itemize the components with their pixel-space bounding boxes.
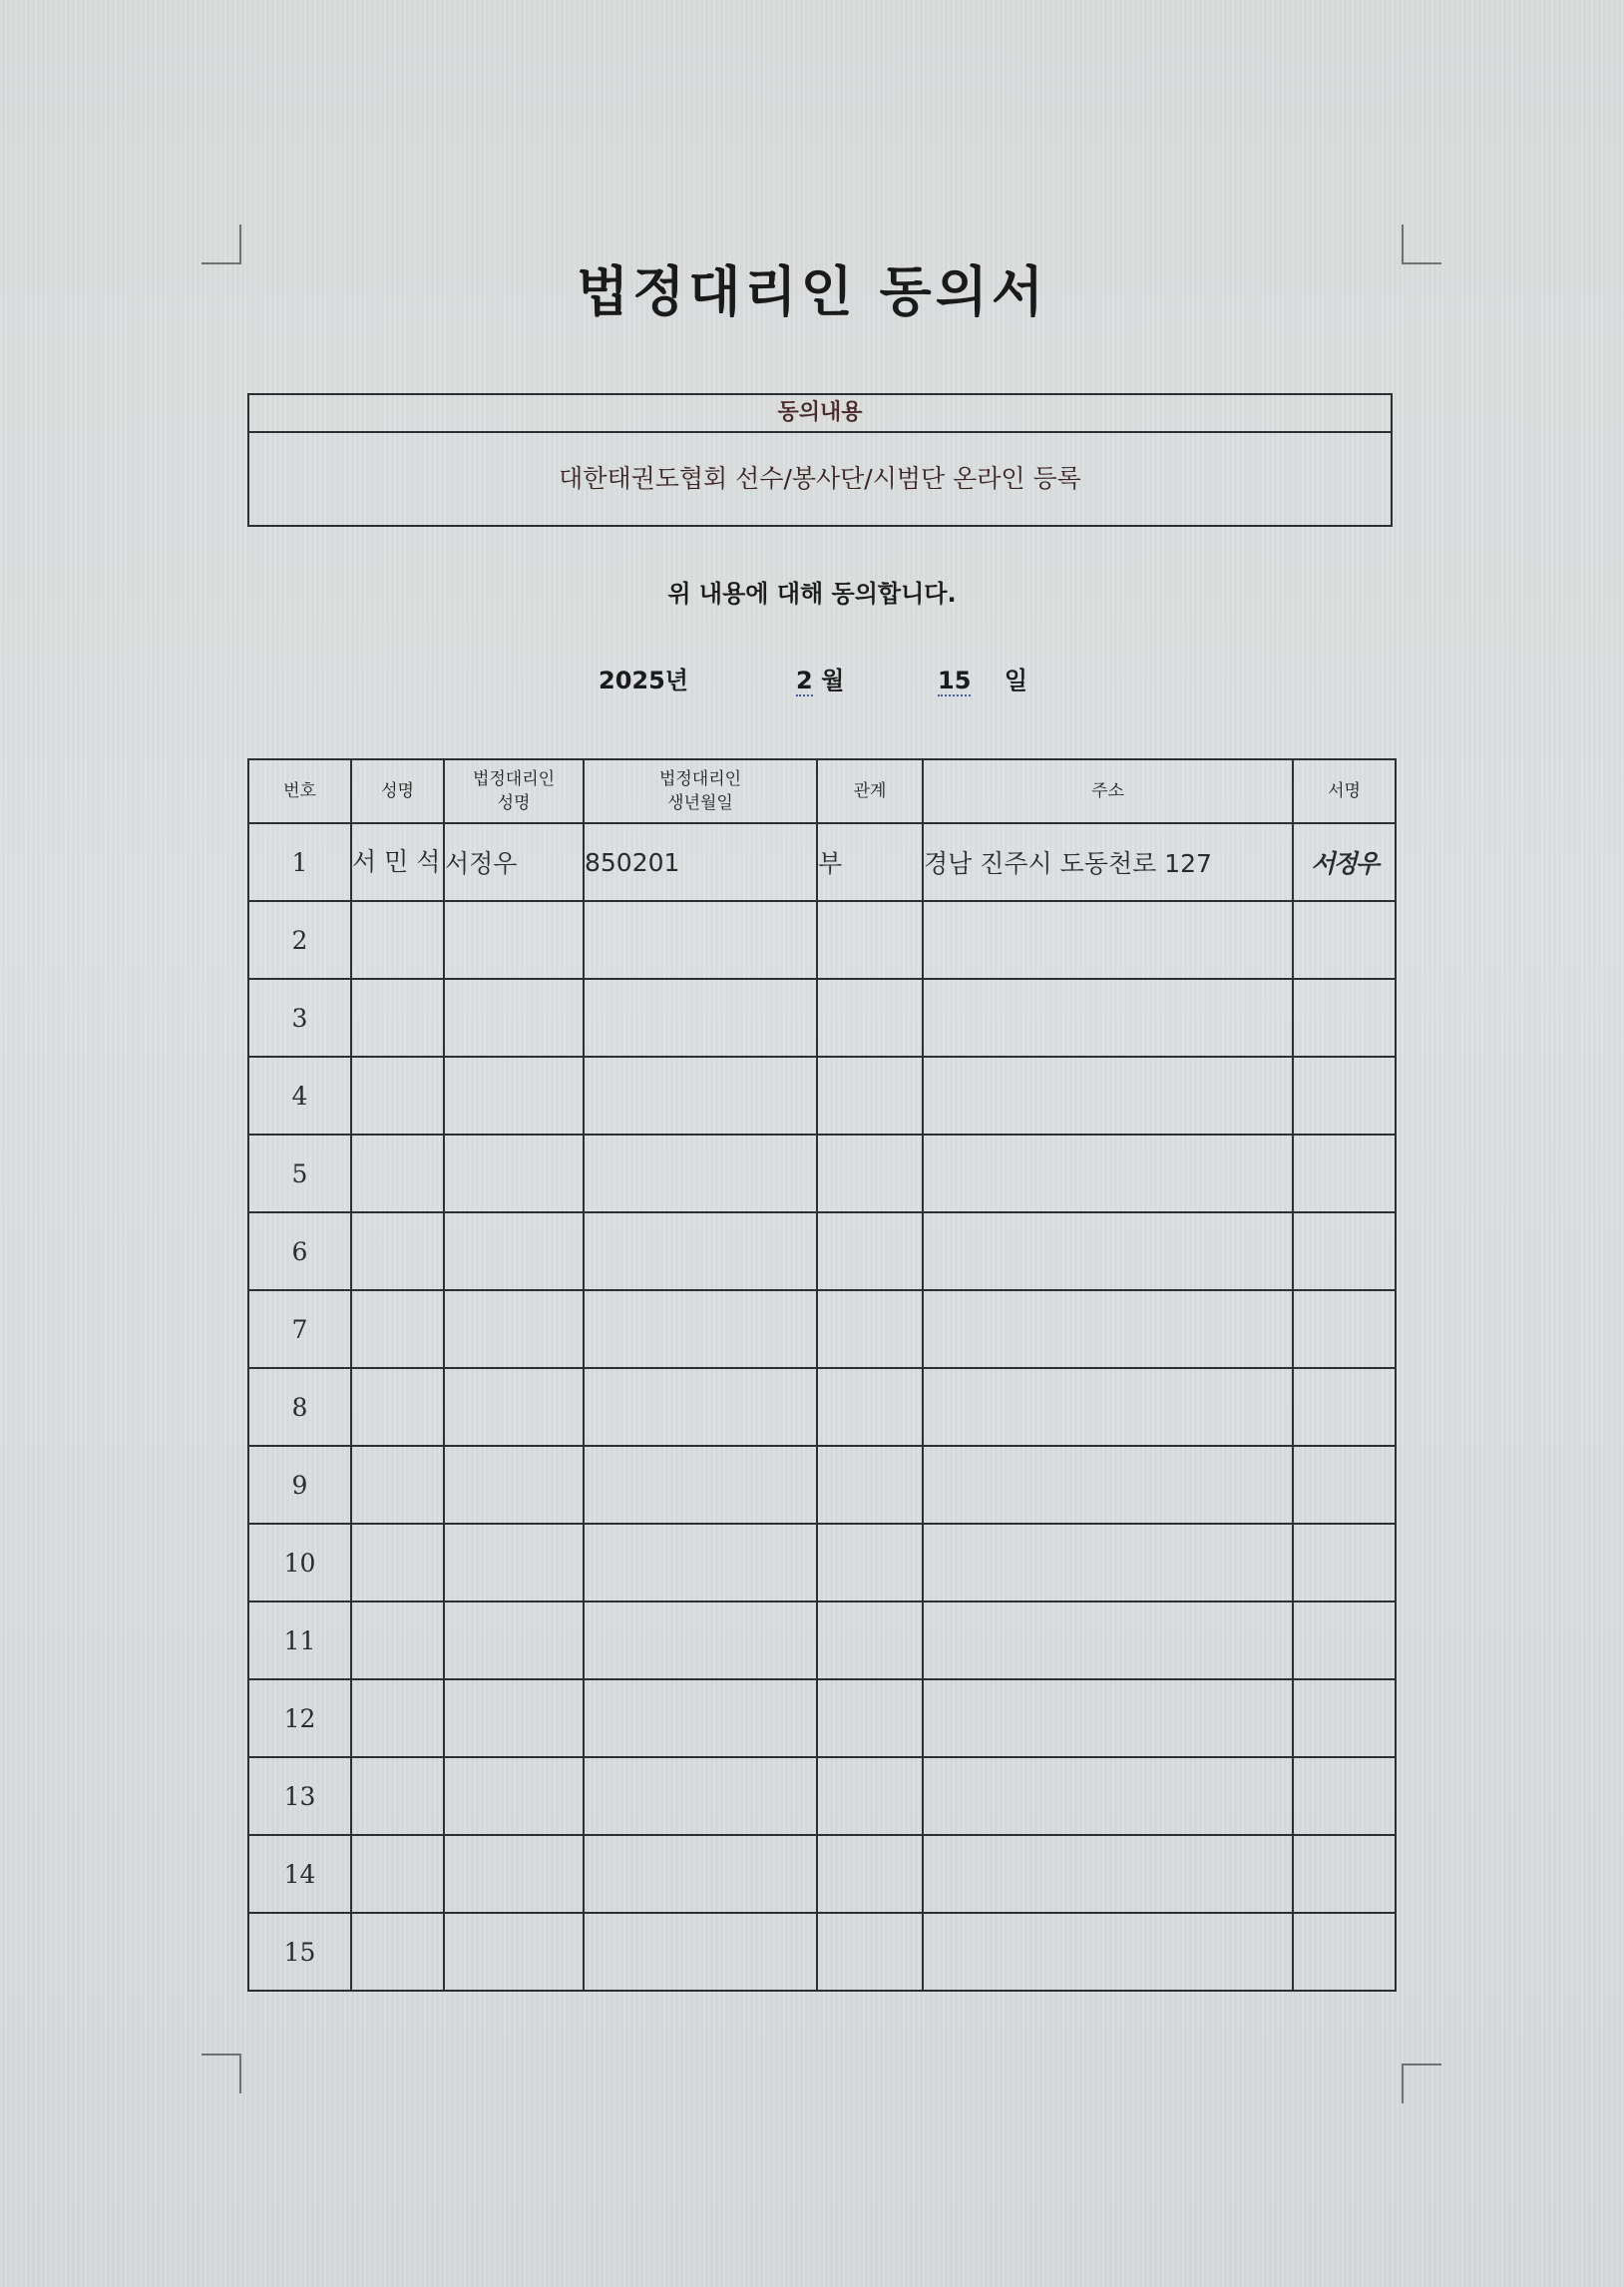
cell-relation [817,901,923,979]
date-day-unit: 일 [1004,667,1028,694]
cell-guardian-name [444,1757,584,1835]
registration-table [247,758,1397,1992]
cell-guardian-birth [584,979,817,1057]
date-day [938,661,1027,695]
cell-number: 9 [248,1446,351,1524]
date-year: 2025년 [599,667,688,694]
cell-relation [817,1601,923,1679]
cell-relation [817,1135,923,1212]
cell-relation [817,1212,923,1290]
cell-address [923,1601,1293,1679]
cell-name: 서 민 석 [351,823,444,901]
cell-signature [1293,1835,1396,1913]
cell-guardian-birth [584,1679,817,1757]
table-row [248,1446,1396,1524]
cell-signature [1293,1057,1396,1135]
cell-number: 12 [248,1679,351,1757]
cell-guardian-name [444,1679,584,1757]
cell-address [923,1757,1293,1835]
table-row [248,1290,1396,1368]
cell-signature [1293,1601,1396,1679]
table-row [248,1135,1396,1212]
cell-number: 4 [248,1057,351,1135]
table-row [248,823,1396,901]
cell-relation [817,1835,923,1913]
cell-signature [1293,1135,1396,1212]
cell-guardian-name [444,1913,584,1991]
table-header-row [248,759,1396,823]
cell-address [923,1679,1293,1757]
table-row [248,1368,1396,1446]
cell-name [351,1212,444,1290]
cell-address [923,1835,1293,1913]
table-row [248,979,1396,1057]
cell-name [351,1290,444,1368]
date-month [796,661,844,695]
cell-number: 10 [248,1524,351,1601]
cell-number: 8 [248,1368,351,1446]
cell-address [923,1524,1293,1601]
cell-guardian-birth [584,1835,817,1913]
cell-number: 15 [248,1913,351,1991]
cell-guardian-name [444,901,584,979]
cell-guardian-birth [584,1524,817,1601]
cell-relation [817,979,923,1057]
header-name: 성명 [351,759,444,823]
crop-mark-bottom-left [202,2054,241,2093]
consent-content: 대한태권도협회 선수/봉사단/시범단 온라인 등록 [559,464,1081,493]
header-address: 주소 [923,759,1293,823]
cell-signature [1293,1368,1396,1446]
date-month-unit: 월 [821,667,845,694]
cell-name [351,1913,444,1991]
cell-name [351,1057,444,1135]
cell-guardian-birth [584,1913,817,1991]
cell-guardian-birth [584,1135,817,1212]
cell-guardian-birth [584,1446,817,1524]
header-guardian-birth-line1: 법정대리인 [658,769,742,789]
cell-number: 3 [248,979,351,1057]
consent-box [247,393,1393,527]
cell-name [351,1835,444,1913]
cell-address [923,979,1293,1057]
table-row [248,1835,1396,1913]
cell-address [923,1135,1293,1212]
cell-name [351,1524,444,1601]
cell-number: 5 [248,1135,351,1212]
cell-name [351,901,444,979]
cell-signature [1293,1290,1396,1368]
cell-address [923,1913,1293,1991]
header-guardian-name-line1: 법정대리인 [472,769,556,789]
cell-relation [817,1679,923,1757]
cell-guardian-name [444,979,584,1057]
cell-number: 1 [248,823,351,901]
cell-guardian-birth [584,1057,817,1135]
cell-name [351,1446,444,1524]
cell-relation [817,1057,923,1135]
cell-guardian-birth [584,1212,817,1290]
cell-guardian-name [444,1446,584,1524]
cell-name [351,1757,444,1835]
cell-number: 6 [248,1212,351,1290]
table-row [248,901,1396,979]
cell-relation [817,1368,923,1446]
cell-signature [1293,1757,1396,1835]
document-title: 법정대리인 동의서 [576,260,1048,323]
cell-name [351,1601,444,1679]
table-row [248,1057,1396,1135]
header-guardian-birth-line2: 생년월일 [667,793,733,813]
cell-guardian-birth [584,1368,817,1446]
cell-relation [817,1913,923,1991]
cell-name [351,1368,444,1446]
cell-number: 7 [248,1290,351,1368]
cell-guardian-name [444,1290,584,1368]
table-row [248,1601,1396,1679]
cell-signature [1293,901,1396,979]
cell-name [351,979,444,1057]
cell-signature [1293,979,1396,1057]
cell-guardian-birth [584,1757,817,1835]
header-guardian-name-line2: 성명 [497,793,531,813]
header-signature: 서명 [1293,759,1396,823]
cell-signature: 서정우 [1293,823,1396,901]
cell-guardian-birth: 850201 [584,823,817,901]
crop-mark-bottom-right [1402,2063,1441,2103]
header-number: 번호 [248,759,351,823]
cell-number: 2 [248,901,351,979]
agree-statement: 위 내용에 대해 동의합니다. [667,580,957,608]
table-row [248,1524,1396,1601]
cell-signature [1293,1524,1396,1601]
cell-guardian-name [444,1057,584,1135]
header-relation: 관계 [817,759,923,823]
cell-signature [1293,1212,1396,1290]
cell-relation [817,1757,923,1835]
cell-guardian-birth [584,1290,817,1368]
cell-guardian-birth [584,901,817,979]
cell-guardian-birth [584,1601,817,1679]
cell-guardian-name [444,1368,584,1446]
table-row [248,1757,1396,1835]
cell-signature [1293,1679,1396,1757]
cell-address [923,1446,1293,1524]
cell-number: 11 [248,1601,351,1679]
cell-relation [817,1524,923,1601]
cell-guardian-name [444,1601,584,1679]
header-guardian-name [444,759,584,823]
cell-signature [1293,1446,1396,1524]
cell-guardian-name: 서정우 [444,823,584,901]
cell-address [923,1212,1293,1290]
cell-number: 13 [248,1757,351,1835]
cell-guardian-name [444,1524,584,1601]
cell-address [923,1368,1293,1446]
header-guardian-birth [584,759,817,823]
cell-guardian-name [444,1135,584,1212]
cell-signature [1293,1913,1396,1991]
table-body [248,823,1396,1991]
cell-relation [817,1290,923,1368]
cell-guardian-name [444,1212,584,1290]
cell-address: 경남 진주시 도동천로 127 [923,823,1293,901]
cell-relation [817,1446,923,1524]
table-row [248,1212,1396,1290]
cell-number: 14 [248,1835,351,1913]
consent-header: 동의내용 [249,395,1391,433]
date-day-value: 15 [938,667,972,694]
cell-address [923,1057,1293,1135]
cell-address [923,1290,1293,1368]
table-row [248,1913,1396,1991]
table-row [248,1679,1396,1757]
cell-address [923,901,1293,979]
cell-guardian-name [444,1835,584,1913]
cell-name [351,1135,444,1212]
date-month-value: 2 [796,667,813,694]
cell-relation: 부 [817,823,923,901]
cell-name [351,1679,444,1757]
